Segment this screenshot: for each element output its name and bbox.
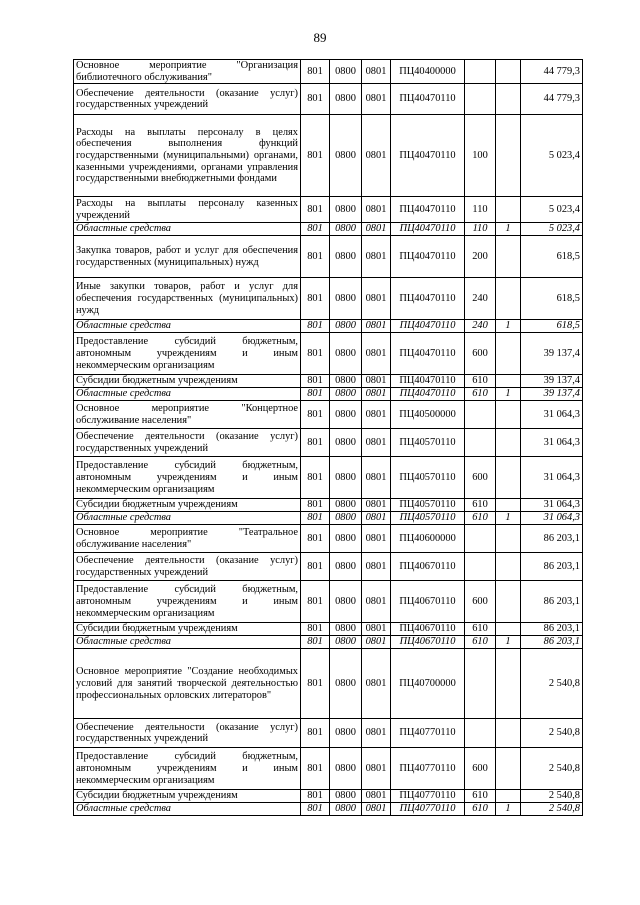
row-name: Предоставление субсидий бюджетным, автономным учреждениям и иным некоммерческим организациям bbox=[74, 748, 301, 790]
section-code: 0800 bbox=[330, 278, 362, 320]
subsection-code: 0801 bbox=[362, 60, 391, 84]
table-row bbox=[74, 197, 583, 223]
funding-source-code bbox=[496, 60, 521, 84]
section-code: 0800 bbox=[330, 84, 362, 115]
section-code: 0800 bbox=[330, 748, 362, 790]
target-article-code: ПЦ40670110 bbox=[391, 623, 465, 636]
row-name: Областные средства bbox=[74, 636, 301, 649]
table-row bbox=[74, 401, 583, 429]
section-code: 0800 bbox=[330, 457, 362, 499]
target-article-code: ПЦ40570110 bbox=[391, 499, 465, 512]
funding-source-code bbox=[496, 197, 521, 223]
subsection-code: 0801 bbox=[362, 790, 391, 803]
section-code: 0800 bbox=[330, 223, 362, 236]
subsection-code: 0801 bbox=[362, 84, 391, 115]
expense-type-code: 610 bbox=[465, 623, 496, 636]
table-row bbox=[74, 223, 583, 236]
amount: 31 064,3 bbox=[521, 457, 583, 499]
expense-type-code: 600 bbox=[465, 457, 496, 499]
amount: 2 540,8 bbox=[521, 748, 583, 790]
row-name: Областные средства bbox=[74, 320, 301, 333]
funding-source-code bbox=[496, 115, 521, 197]
table-row bbox=[74, 803, 583, 816]
funding-source-code bbox=[496, 278, 521, 320]
grbs-code: 801 bbox=[301, 278, 330, 320]
subsection-code: 0801 bbox=[362, 525, 391, 553]
expense-type-code: 610 bbox=[465, 636, 496, 649]
target-article-code: ПЦ40470110 bbox=[391, 236, 465, 278]
budget-table bbox=[73, 59, 583, 816]
amount: 5 023,4 bbox=[521, 115, 583, 197]
target-article-code: ПЦ40470110 bbox=[391, 115, 465, 197]
subsection-code: 0801 bbox=[362, 457, 391, 499]
grbs-code: 801 bbox=[301, 333, 330, 375]
row-name: Субсидии бюджетным учреждениям bbox=[74, 790, 301, 803]
row-name: Иные закупки товаров, работ и услуг для обеспечения государственных (муниципальных) нужд bbox=[74, 278, 301, 320]
section-code: 0800 bbox=[330, 333, 362, 375]
amount: 31 064,3 bbox=[521, 429, 583, 457]
target-article-code: ПЦ40470110 bbox=[391, 320, 465, 333]
grbs-code: 801 bbox=[301, 581, 330, 623]
grbs-code: 801 bbox=[301, 197, 330, 223]
expense-type-code: 600 bbox=[465, 333, 496, 375]
amount: 86 203,1 bbox=[521, 623, 583, 636]
table-row bbox=[74, 790, 583, 803]
row-name: Субсидии бюджетным учреждениям bbox=[74, 499, 301, 512]
amount: 618,5 bbox=[521, 236, 583, 278]
table-row bbox=[74, 236, 583, 278]
subsection-code: 0801 bbox=[362, 401, 391, 429]
row-name: Расходы на выплаты персоналу казенных учреждений bbox=[74, 197, 301, 223]
target-article-code: ПЦ40700000 bbox=[391, 649, 465, 719]
section-code: 0800 bbox=[330, 429, 362, 457]
expense-type-code bbox=[465, 60, 496, 84]
funding-source-code bbox=[496, 457, 521, 499]
subsection-code: 0801 bbox=[362, 623, 391, 636]
amount: 39 137,4 bbox=[521, 375, 583, 388]
funding-source-code: 1 bbox=[496, 223, 521, 236]
table-row bbox=[74, 525, 583, 553]
grbs-code: 801 bbox=[301, 429, 330, 457]
amount: 31 064,3 bbox=[521, 499, 583, 512]
expense-type-code: 610 bbox=[465, 803, 496, 816]
section-code: 0800 bbox=[330, 719, 362, 748]
grbs-code: 801 bbox=[301, 457, 330, 499]
expense-type-code bbox=[465, 649, 496, 719]
grbs-code: 801 bbox=[301, 525, 330, 553]
amount: 44 779,3 bbox=[521, 84, 583, 115]
table-row bbox=[74, 115, 583, 197]
amount: 39 137,4 bbox=[521, 388, 583, 401]
row-name: Областные средства bbox=[74, 512, 301, 525]
grbs-code: 801 bbox=[301, 790, 330, 803]
table-row bbox=[74, 375, 583, 388]
subsection-code: 0801 bbox=[362, 333, 391, 375]
amount: 86 203,1 bbox=[521, 581, 583, 623]
target-article-code: ПЦ40770110 bbox=[391, 748, 465, 790]
amount: 618,5 bbox=[521, 278, 583, 320]
target-article-code: ПЦ40770110 bbox=[391, 803, 465, 816]
table-row bbox=[74, 748, 583, 790]
funding-source-code: 1 bbox=[496, 803, 521, 816]
expense-type-code: 610 bbox=[465, 512, 496, 525]
table-row bbox=[74, 581, 583, 623]
expense-type-code bbox=[465, 84, 496, 115]
funding-source-code bbox=[496, 623, 521, 636]
table-row bbox=[74, 623, 583, 636]
row-name: Обеспечение деятельности (оказание услуг) государственных учреждений bbox=[74, 719, 301, 748]
amount: 86 203,1 bbox=[521, 525, 583, 553]
section-code: 0800 bbox=[330, 197, 362, 223]
section-code: 0800 bbox=[330, 636, 362, 649]
amount: 39 137,4 bbox=[521, 333, 583, 375]
expense-type-code bbox=[465, 719, 496, 748]
funding-source-code bbox=[496, 499, 521, 512]
expense-type-code bbox=[465, 525, 496, 553]
table-row bbox=[74, 60, 583, 84]
funding-source-code bbox=[496, 719, 521, 748]
row-name: Предоставление субсидий бюджетным, автономным учреждениям и иным некоммерческим организациям bbox=[74, 581, 301, 623]
amount: 2 540,8 bbox=[521, 790, 583, 803]
row-name: Субсидии бюджетным учреждениям bbox=[74, 623, 301, 636]
target-article-code: ПЦ40500000 bbox=[391, 401, 465, 429]
funding-source-code bbox=[496, 748, 521, 790]
grbs-code: 801 bbox=[301, 223, 330, 236]
target-article-code: ПЦ40670110 bbox=[391, 581, 465, 623]
subsection-code: 0801 bbox=[362, 553, 391, 581]
grbs-code: 801 bbox=[301, 60, 330, 84]
target-article-code: ПЦ40570110 bbox=[391, 512, 465, 525]
funding-source-code bbox=[496, 553, 521, 581]
row-name: Предоставление субсидий бюджетным, автономным учреждениям и иным некоммерческим организациям bbox=[74, 457, 301, 499]
amount: 44 779,3 bbox=[521, 60, 583, 84]
funding-source-code bbox=[496, 429, 521, 457]
grbs-code: 801 bbox=[301, 388, 330, 401]
funding-source-code bbox=[496, 375, 521, 388]
table-row bbox=[74, 457, 583, 499]
funding-source-code bbox=[496, 581, 521, 623]
section-code: 0800 bbox=[330, 553, 362, 581]
target-article-code: ПЦ40770110 bbox=[391, 790, 465, 803]
section-code: 0800 bbox=[330, 649, 362, 719]
amount: 5 023,4 bbox=[521, 197, 583, 223]
expense-type-code: 110 bbox=[465, 197, 496, 223]
row-name: Областные средства bbox=[74, 223, 301, 236]
grbs-code: 801 bbox=[301, 803, 330, 816]
row-name: Предоставление субсидий бюджетным, автономным учреждениям и иным некоммерческим организациям bbox=[74, 333, 301, 375]
subsection-code: 0801 bbox=[362, 636, 391, 649]
grbs-code: 801 bbox=[301, 553, 330, 581]
subsection-code: 0801 bbox=[362, 719, 391, 748]
funding-source-code bbox=[496, 333, 521, 375]
row-name: Субсидии бюджетным учреждениям bbox=[74, 375, 301, 388]
row-name: Основное мероприятие "Организация библиотечного обслуживания" bbox=[74, 60, 301, 84]
target-article-code: ПЦ40670110 bbox=[391, 636, 465, 649]
subsection-code: 0801 bbox=[362, 748, 391, 790]
section-code: 0800 bbox=[330, 581, 362, 623]
target-article-code: ПЦ40400000 bbox=[391, 60, 465, 84]
section-code: 0800 bbox=[330, 115, 362, 197]
row-name: Основное мероприятие "Создание необходимых условий для занятий творческой деятельностью профессиональных орловских литераторов" bbox=[74, 649, 301, 719]
grbs-code: 801 bbox=[301, 499, 330, 512]
amount: 5 023,4 bbox=[521, 223, 583, 236]
section-code: 0800 bbox=[330, 60, 362, 84]
expense-type-code bbox=[465, 401, 496, 429]
target-article-code: ПЦ40570110 bbox=[391, 429, 465, 457]
grbs-code: 801 bbox=[301, 236, 330, 278]
expense-type-code: 110 bbox=[465, 223, 496, 236]
section-code: 0800 bbox=[330, 525, 362, 553]
table-row bbox=[74, 553, 583, 581]
section-code: 0800 bbox=[330, 803, 362, 816]
funding-source-code bbox=[496, 84, 521, 115]
amount: 86 203,1 bbox=[521, 553, 583, 581]
row-name: Основное мероприятие "Концертное обслуживание населения" bbox=[74, 401, 301, 429]
expense-type-code: 610 bbox=[465, 375, 496, 388]
expense-type-code: 600 bbox=[465, 748, 496, 790]
row-name: Закупка товаров, работ и услуг для обеспечения государственных (муниципальных) нужд bbox=[74, 236, 301, 278]
row-name: Областные средства bbox=[74, 388, 301, 401]
table-row bbox=[74, 719, 583, 748]
table-row bbox=[74, 649, 583, 719]
amount: 2 540,8 bbox=[521, 649, 583, 719]
target-article-code: ПЦ40570110 bbox=[391, 457, 465, 499]
page-number: 89 bbox=[313, 30, 327, 45]
amount: 618,5 bbox=[521, 320, 583, 333]
subsection-code: 0801 bbox=[362, 197, 391, 223]
row-name: Обеспечение деятельности (оказание услуг) государственных учреждений bbox=[74, 553, 301, 581]
target-article-code: ПЦ40670110 bbox=[391, 553, 465, 581]
section-code: 0800 bbox=[330, 623, 362, 636]
table-row bbox=[74, 512, 583, 525]
funding-source-code: 1 bbox=[496, 512, 521, 525]
grbs-code: 801 bbox=[301, 401, 330, 429]
funding-source-code: 1 bbox=[496, 636, 521, 649]
funding-source-code bbox=[496, 525, 521, 553]
expense-type-code: 240 bbox=[465, 320, 496, 333]
subsection-code: 0801 bbox=[362, 649, 391, 719]
section-code: 0800 bbox=[330, 790, 362, 803]
target-article-code: ПЦ40470110 bbox=[391, 197, 465, 223]
grbs-code: 801 bbox=[301, 636, 330, 649]
expense-type-code: 600 bbox=[465, 581, 496, 623]
target-article-code: ПЦ40470110 bbox=[391, 223, 465, 236]
funding-source-code bbox=[496, 649, 521, 719]
target-article-code: ПЦ40770110 bbox=[391, 719, 465, 748]
table-row bbox=[74, 499, 583, 512]
amount: 2 540,8 bbox=[521, 719, 583, 748]
funding-source-code bbox=[496, 236, 521, 278]
grbs-code: 801 bbox=[301, 115, 330, 197]
expense-type-code: 100 bbox=[465, 115, 496, 197]
table-row bbox=[74, 84, 583, 115]
grbs-code: 801 bbox=[301, 375, 330, 388]
subsection-code: 0801 bbox=[362, 375, 391, 388]
subsection-code: 0801 bbox=[362, 803, 391, 816]
grbs-code: 801 bbox=[301, 719, 330, 748]
section-code: 0800 bbox=[330, 401, 362, 429]
target-article-code: ПЦ40470110 bbox=[391, 333, 465, 375]
expense-type-code: 610 bbox=[465, 388, 496, 401]
table-row bbox=[74, 333, 583, 375]
table-row bbox=[74, 429, 583, 457]
row-name: Обеспечение деятельности (оказание услуг) государственных учреждений bbox=[74, 429, 301, 457]
funding-source-code: 1 bbox=[496, 388, 521, 401]
table-row bbox=[74, 388, 583, 401]
expense-type-code bbox=[465, 429, 496, 457]
funding-source-code bbox=[496, 401, 521, 429]
expense-type-code: 200 bbox=[465, 236, 496, 278]
grbs-code: 801 bbox=[301, 512, 330, 525]
target-article-code: ПЦ40470110 bbox=[391, 375, 465, 388]
grbs-code: 801 bbox=[301, 649, 330, 719]
subsection-code: 0801 bbox=[362, 499, 391, 512]
table-row bbox=[74, 278, 583, 320]
subsection-code: 0801 bbox=[362, 581, 391, 623]
expense-type-code: 240 bbox=[465, 278, 496, 320]
subsection-code: 0801 bbox=[362, 236, 391, 278]
subsection-code: 0801 bbox=[362, 320, 391, 333]
funding-source-code: 1 bbox=[496, 320, 521, 333]
subsection-code: 0801 bbox=[362, 278, 391, 320]
row-name: Обеспечение деятельности (оказание услуг) государственных учреждений bbox=[74, 84, 301, 115]
section-code: 0800 bbox=[330, 512, 362, 525]
amount: 86 203,1 bbox=[521, 636, 583, 649]
section-code: 0800 bbox=[330, 375, 362, 388]
subsection-code: 0801 bbox=[362, 388, 391, 401]
grbs-code: 801 bbox=[301, 623, 330, 636]
subsection-code: 0801 bbox=[362, 429, 391, 457]
table-row bbox=[74, 636, 583, 649]
target-article-code: ПЦ40470110 bbox=[391, 388, 465, 401]
subsection-code: 0801 bbox=[362, 115, 391, 197]
funding-source-code bbox=[496, 790, 521, 803]
amount: 2 540,8 bbox=[521, 803, 583, 816]
target-article-code: ПЦ40600000 bbox=[391, 525, 465, 553]
row-name: Расходы на выплаты персоналу в целях обеспечения выполнения функций государственными (муниципальными) органами, казенными учреждениями, органами управления государственными внебюджетными фондами bbox=[74, 115, 301, 197]
section-code: 0800 bbox=[330, 499, 362, 512]
section-code: 0800 bbox=[330, 388, 362, 401]
section-code: 0800 bbox=[330, 236, 362, 278]
row-name: Областные средства bbox=[74, 803, 301, 816]
amount: 31 064,3 bbox=[521, 512, 583, 525]
grbs-code: 801 bbox=[301, 748, 330, 790]
section-code: 0800 bbox=[330, 320, 362, 333]
expense-type-code: 610 bbox=[465, 499, 496, 512]
grbs-code: 801 bbox=[301, 320, 330, 333]
target-article-code: ПЦ40470110 bbox=[391, 84, 465, 115]
expense-type-code: 610 bbox=[465, 790, 496, 803]
amount: 31 064,3 bbox=[521, 401, 583, 429]
subsection-code: 0801 bbox=[362, 223, 391, 236]
row-name: Основное мероприятие "Театральное обслуживание населения" bbox=[74, 525, 301, 553]
target-article-code: ПЦ40470110 bbox=[391, 278, 465, 320]
table-row bbox=[74, 320, 583, 333]
grbs-code: 801 bbox=[301, 84, 330, 115]
subsection-code: 0801 bbox=[362, 512, 391, 525]
expense-type-code bbox=[465, 553, 496, 581]
